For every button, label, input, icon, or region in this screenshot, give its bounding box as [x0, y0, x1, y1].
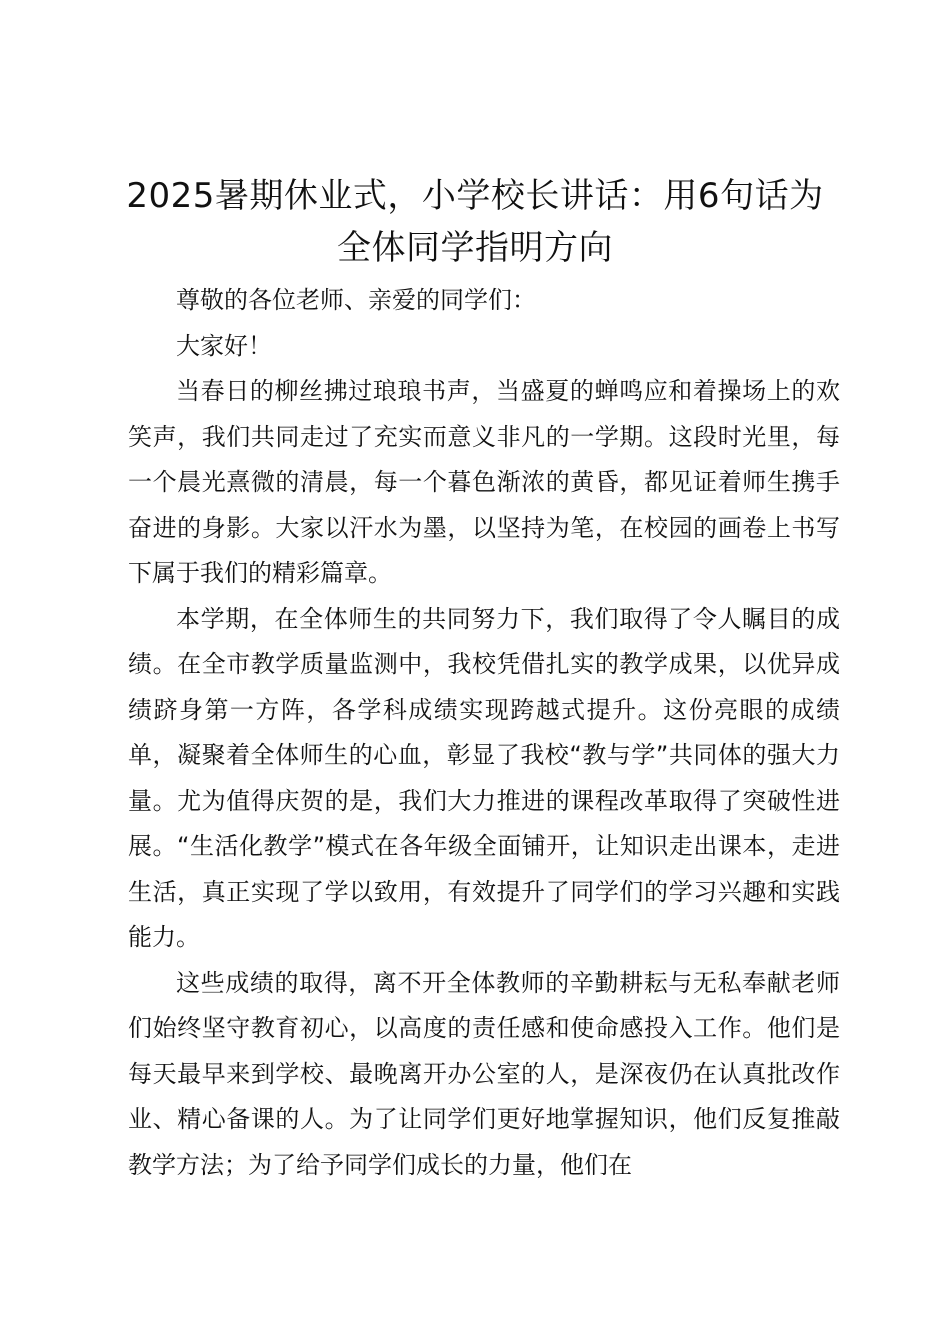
paragraph-achievements: 本学期，在全体师生的共同努力下，我们取得了令人瞩目的成绩。在全市教学质量监测中，我校凭借扎实的教学成果，以优异成绩跻身第一方阵，各学科成绩实现跨越式提升。这份亮眼的成绩单，凝聚着全体师生的心血，彰显了我校“教与学”共同体的强大力量。尤为值得庆贺的是，我们大力推进的课程改革取得了突破性进展。“生活化教学”模式在各年级全面铺开，让知识走出课本，走进生活，真正实现了学以致用，有效提升了同学们的学习兴趣和实践能力。: [128, 604, 840, 951]
paragraph-salutation: 尊敬的各位老师、亲爱的同学们：: [176, 286, 536, 314]
paragraph-semester-review: 当春日的柳丝拂过琅琅书声，当盛夏的蝉鸣应和着操场上的欢笑声，我们共同走过了充实而意义非凡的一学期。这段时光里，每一个晨光熹微的清晨，每一个暮色渐浓的黄昏，都见证着师生携手奋进的身影。大家以汗水为墨，以坚持为笔，在校园的画卷上书写下属于我们的精彩篇章。: [128, 377, 840, 587]
document-body: [128, 278, 840, 1188]
document-title: 2025暑期休业式，小学校长讲话：用6句话为全体同学指明方向: [126, 176, 824, 268]
paragraph-greeting: 大家好！: [176, 331, 272, 360]
paragraph-teachers: 这些成绩的取得，离不开全体教师的辛勤耕耘与无私奉献老师们始终坚守教育初心，以高度的责任感和使命感投入工作。他们是每天最早来到学校、最晚离开办公室的人，是深夜仍在认真批改作业、精心备课的人。为了让同学们更好地掌握知识，他们反复推敲教学方法；为了给予同学们成长的力量，他们在: [128, 968, 840, 1179]
